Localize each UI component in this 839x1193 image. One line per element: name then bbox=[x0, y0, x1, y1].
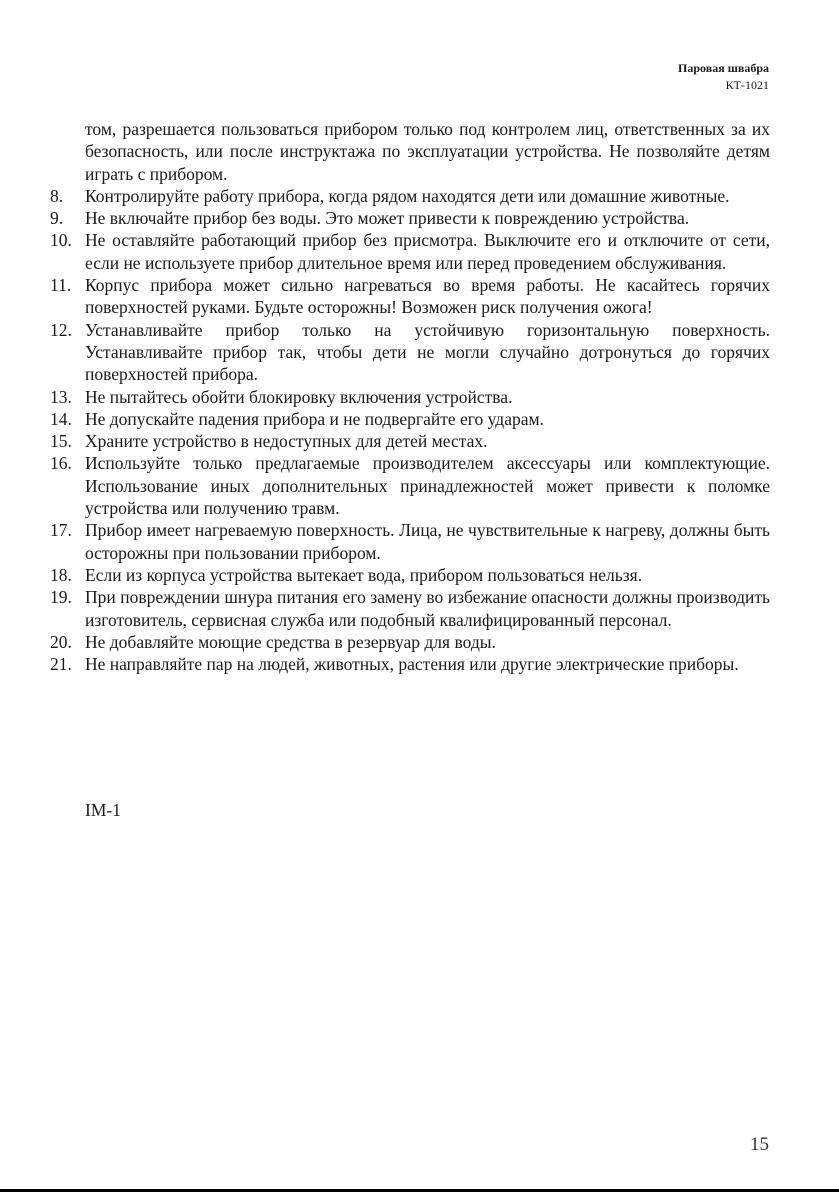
item-text: Корпус прибора может сильно нагреваться во время работы. Не касайтесь горячих поверхностей руками. Будьте осторожны! Возможен риск получения ожога! bbox=[85, 275, 770, 318]
continuation-paragraph: том, разрешается пользоваться прибором только под контролем лиц, ответственных за их безопасность, или после инструктажа по эксплуатации устройства. Не позволяйте детям играть с прибором. bbox=[85, 119, 770, 184]
item-number: 8. bbox=[50, 185, 64, 206]
list-item bbox=[50, 452, 770, 519]
list-item bbox=[50, 653, 770, 675]
list-item bbox=[50, 519, 770, 564]
item-number: 12. bbox=[50, 319, 72, 340]
item-number: 18. bbox=[50, 564, 72, 585]
list-item bbox=[50, 229, 770, 274]
item-text: Храните устройство в недоступных для детей местах. bbox=[85, 431, 488, 452]
item-text: При повреждении шнура питания его замену во избежание опасности должны производить изготовитель, сервисная служба или подобный квалифицированный персонал. bbox=[85, 587, 770, 630]
item-number: 10. bbox=[50, 230, 72, 251]
product-model: КТ-1021 bbox=[725, 78, 769, 92]
list-item bbox=[50, 207, 770, 229]
item-text: Не направляйте пар на людей, животных, растения или другие электрические приборы. bbox=[85, 654, 739, 675]
item-text: Прибор имеет нагреваемую поверхность. Лица, не чувствительные к нагреву, должны быть осторожны при пользовании прибором. bbox=[85, 520, 770, 563]
item-text: Если из корпуса устройства вытекает вода, прибором пользоваться нельзя. bbox=[85, 564, 643, 585]
item-text: Не добавляйте моющие средства в резервуар для воды. bbox=[85, 631, 496, 652]
document-code: IM-1 bbox=[85, 800, 121, 820]
list-item bbox=[50, 586, 770, 631]
page-number: 15 bbox=[750, 1134, 769, 1155]
page-header bbox=[678, 60, 769, 94]
list-item bbox=[50, 564, 770, 586]
list-item bbox=[50, 408, 770, 430]
instruction-list bbox=[50, 185, 770, 676]
list-item bbox=[50, 274, 770, 319]
product-title: Паровая швабра bbox=[678, 61, 769, 75]
item-text: Не пытайтесь обойти блокировку включения устройства. bbox=[85, 386, 513, 407]
item-number: 21. bbox=[50, 654, 72, 675]
list-item bbox=[50, 631, 770, 653]
item-number: 17. bbox=[50, 520, 72, 541]
bottom-rule bbox=[0, 1189, 839, 1192]
item-text: Не допускайте падения прибора и не подвергайте его ударам. bbox=[85, 408, 544, 429]
item-number: 9. bbox=[50, 208, 64, 229]
item-text: Не оставляйте работающий прибор без присмотра. Выключите его и отключите от сети, если не используете прибор длительное время или перед проведением обслуживания. bbox=[85, 230, 770, 273]
item-number: 20. bbox=[50, 631, 72, 652]
item-number: 11. bbox=[50, 275, 72, 296]
item-number: 13. bbox=[50, 386, 72, 407]
list-item bbox=[50, 319, 770, 386]
item-number: 15. bbox=[50, 431, 72, 452]
list-item bbox=[50, 185, 770, 207]
safety-instructions bbox=[50, 118, 770, 675]
item-number: 16. bbox=[50, 453, 72, 474]
item-number: 19. bbox=[50, 587, 72, 608]
list-item bbox=[50, 430, 770, 452]
item-number: 14. bbox=[50, 408, 72, 429]
item-text: Устанавливайте прибор только на устойчивую горизонтальную поверхность. Устанавливайте прибор так, чтобы дети не могли случайно дотронуться до горячих поверхностей прибора. bbox=[85, 319, 770, 385]
item-text: Не включайте прибор без воды. Это может привести к повреждению устройства. bbox=[85, 208, 690, 229]
item-text: Контролируйте работу прибора, когда рядом находятся дети или домашние животные. bbox=[85, 185, 730, 206]
list-item bbox=[50, 386, 770, 408]
item-text: Используйте только предлагаемые производителем аксессуары или комплектующие. Использование иных дополнительных принадлежностей может привести к поломке устройства или получению травм. bbox=[85, 453, 770, 519]
